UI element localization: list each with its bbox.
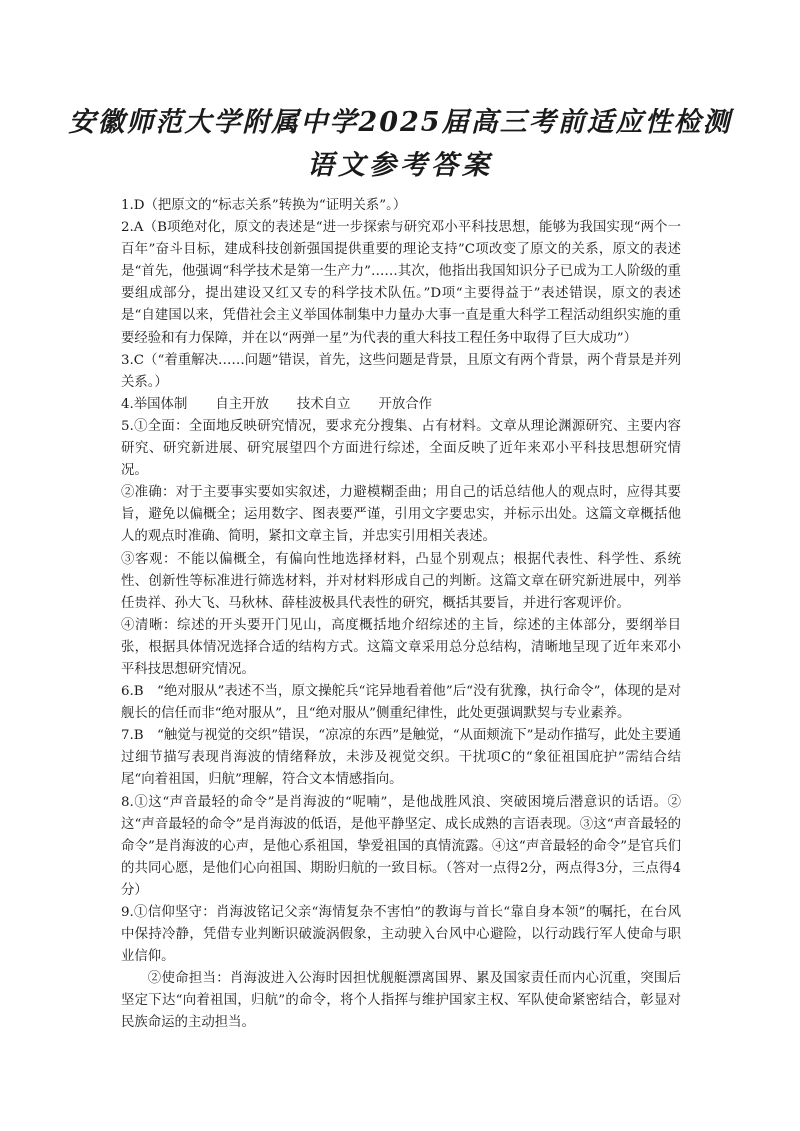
answer-q5-2: ②准确：对于主要事实要如实叙述，力避模糊歪曲；用自己的话总结他人的观点时，应得其要旨，避免以偏概全；运用数字、图表要严谨，引用文字要忠实，并标示出处。这篇文章概括他人的观点时准确、简明，紧扣文章主旨，并忠实引用相关表述。 bbox=[121, 485, 681, 545]
answer-q7: 7.B “触觉与视觉的交织”错误，“凉凉的东西”是触觉，“从面颊流下”是动作描写，此处主要通过细节描写表现肖海波的情绪释放，未涉及视觉交织。干扰项C的“象征祖国庇护”需结合结尾“向着祖国，归航”理解，符合文本情感指向。 bbox=[121, 728, 681, 788]
answer-body bbox=[121, 195, 681, 1035]
answer-q5-4: ④清晰：综述的开头要开门见山，高度概括地介绍综述的主旨，综述的主体部分，要纲举目张，根据具体情况选择合适的结构方式。这篇文章采用总分总结构，清晰地呈现了近年来邓小平科技思想研究情况。 bbox=[121, 617, 681, 677]
answer-q5-3: ③客观：不能以偏概全，有偏向性地选择材料，凸显个别观点；根据代表性、科学性、系统性、创新性等标准进行筛选材料，并对材料形成自己的判断。这篇文章在研究新进展中，列举任贵祥、孙大飞、马秋林、薛桂波极具代表性的研究，概括其要旨，并进行客观评价。 bbox=[121, 551, 681, 611]
answer-q9-1: 9.①信仰坚守：肖海波铭记父亲“海情复杂不害怕”的教诲与首长“靠自身本领”的嘱托，在台风中保持冷静，凭借专业判断识破漩涡假象，主动驶入台风中心避险，以行动践行军人使命与职业信仰。 bbox=[121, 905, 681, 965]
document-title: 安徽师范大学附属中学2025届高三考前适应性检测 bbox=[68, 107, 732, 138]
answer-q4-item: 自主开放 bbox=[215, 396, 269, 412]
answer-q4-label: 4.举国体制 bbox=[121, 396, 188, 412]
document-subtitle: 语文参考答案 bbox=[307, 150, 493, 181]
answer-q6: 6.B “绝对服从”表述不当，原文操舵兵“诧异地看着他”后“没有犹豫，执行命令”，体现的是对舰长的信任而非“绝对服从”，且“绝对服从”侧重纪律性，此处更强调默契与专业素养。 bbox=[121, 684, 681, 722]
answer-q1: 1.D（把原文的“标志关系”转换为“证明关系”。） bbox=[121, 198, 407, 213]
answer-q5-1: 5.①全面：全面地反映研究情况，要求充分搜集、占有材料。文章从理论渊源研究、主要内容研究、研究新进展、研究展望四个方面进行综述，全面反映了近年来邓小平科技思想研究情况。 bbox=[121, 418, 681, 479]
answer-q2: 2.A（B项绝对化，原文的表述是“进一步探索与研究邓小平科技思想，能够为我国实现“两个一百年”奋斗目标，建成科技创新强国提供重要的理论支持”C项改变了原文的关系，原文的表述是“首先，他强调“科学技术是第一生产力”……其次，他指出我国知识分子已成为工人阶级的重要组成部分，提出建设又红又专的科学技术队伍。”D项“主要得益于”表述错误，原文的表述是“自建国以来，凭借社会主义举国体制集中力量办大事一直是重大科学工程活动组织实施的重要经验和有力保障，并在以“两弹一星”为代表的重大科技工程任务中取得了巨大成功”） bbox=[121, 220, 681, 346]
answer-q3: 3.C（“着重解决……问题”错误，首先，这些问题是背景，且原文有两个背景，两个背景是并列关系。） bbox=[121, 352, 681, 390]
answer-q8: 8.①这“声音最轻的命令”是肖海波的“呢喃”，是他战胜风浪、突破困境后潜意识的话语。②这“声音最轻的命令”是肖海波的低语，是他平静坚定、成长成熟的言语表现。③这“声音最轻的命令”是肖海波的心声，是他心系祖国，挚爱祖国的真情流露。④这“声音最轻的命令”是官兵们的共同心愿，是他们心向祖国、期盼归航的一致目标。（答对一点得2分，两点得3分，三点得4分） bbox=[121, 794, 681, 898]
answer-q9-2: ②使命担当：肖海波进入公海时因担忧舰艇漂离国界、累及国家责任而内心沉重，突围后坚定下达“向着祖国，归航”的命令，将个人指挥与维护国家主权、军队使命紧密结合，彰显对民族命运的主动担当。 bbox=[121, 971, 681, 1031]
answer-q4-item: 技术自立 bbox=[296, 396, 351, 412]
answer-q4-item: 开放合作 bbox=[378, 396, 433, 412]
answer-q4 bbox=[121, 394, 681, 416]
